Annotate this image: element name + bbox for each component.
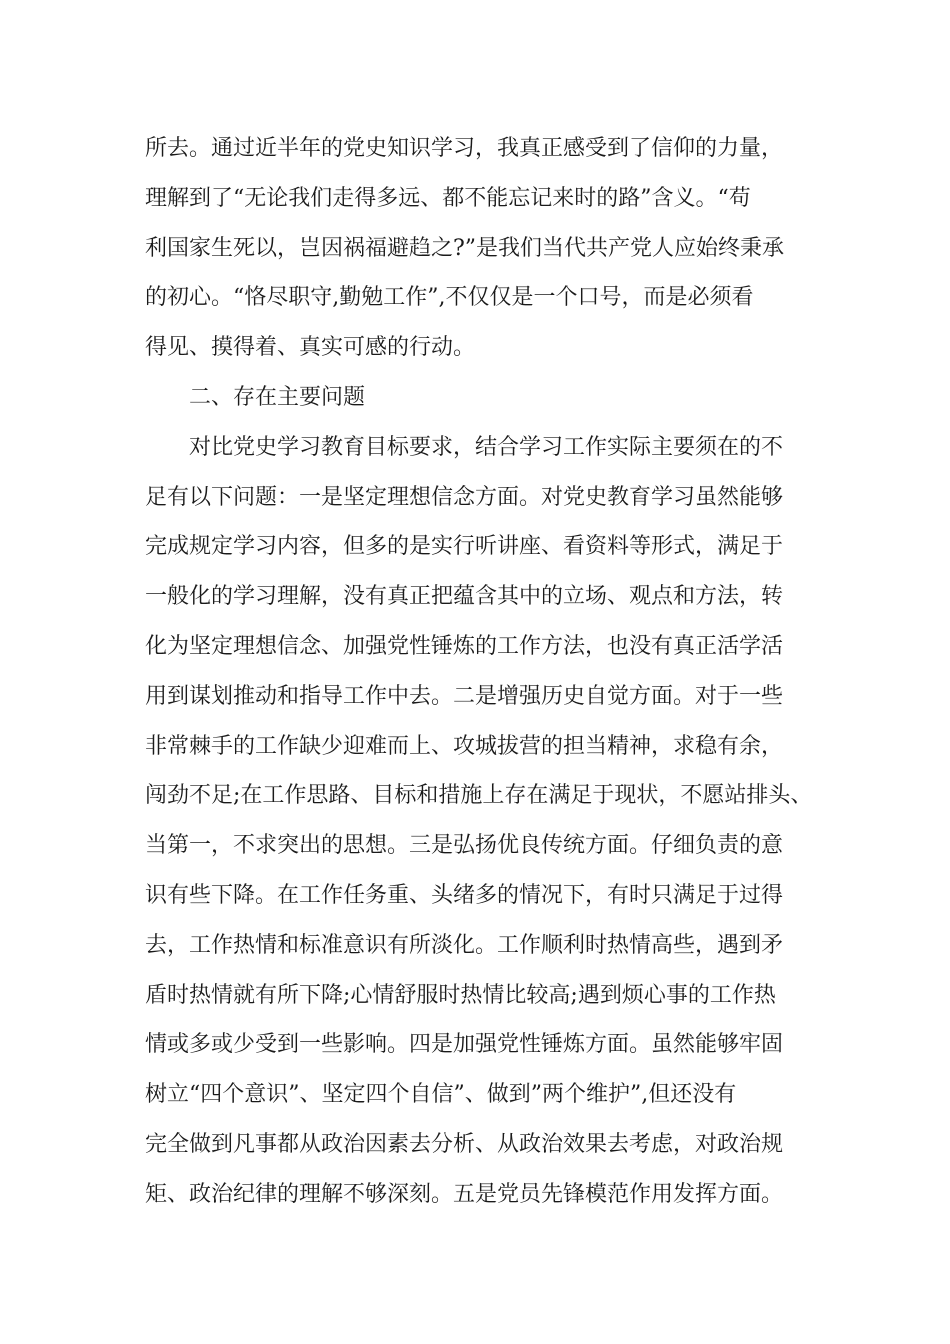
section-heading: 二、存在主要问题 [145,384,366,410]
text-line: 完全做到凡事都从政治因素去分析、从政治效果去考虑，对政治规 [145,1131,784,1157]
text-line: 的初心。“恪尽职守,勤勉工作”,不仅仅是一个口号，而是必须看 [145,285,754,311]
text-line: 化为坚定理想信念、加强党性锤炼的工作方法，也没有真正活学活 [145,633,784,659]
text-line: 所去。通过近半年的党史知识学习，我真正感受到了信仰的力量， [145,136,784,161]
text-line: 识有些下降。在工作任务重、头绪多的情况下，有时只满足于过得 [145,882,784,908]
text-line: 对比党史学习教育目标要求，结合学习工作实际主要须在的不 [145,434,784,460]
text-line: 用到谋划推动和指导工作中去。二是增强历史自觉方面。对于一些 [145,683,784,709]
text-line: 矩、政治纪律的理解不够深刻。五是党员先锋模范作用发挥方面。 [145,1181,784,1207]
text-line: 利国家生死以，岂因祸福避趋之?”是我们当代共产党人应始终秉承 [145,235,785,261]
body-text [145,124,835,1220]
text-line: 树立“四个意识”、坚定四个自信”、做到”两个维护”,但还没有 [145,1082,737,1108]
text-line: 去，工作热情和标准意识有所淡化。工作顺利时热情高些，遇到矛 [145,932,784,958]
text-line: 得见、摸得着、真实可感的行动。 [145,335,476,361]
text-line: 闯劲不足;在工作思路、目标和措施上存在满足于现状，不愿站排头、 [145,783,813,809]
text-line: 非常棘手的工作缺少迎难而上、攻城拔营的担当精神，求稳有余， [145,733,784,759]
text-line: 足有以下问题：一是坚定理想信念方面。对党史教育学习虽然能够 [145,484,784,510]
text-line: 完成规定学习内容，但多的是实行听讲座、看资料等形式，满足于 [145,534,784,560]
text-line: 情或多或少受到一些影响。四是加强党性锤炼方面。虽然能够牢固 [145,1032,784,1058]
text-line: 一般化的学习理解，没有真正把蕴含其中的立场、观点和方法，转 [145,584,784,610]
text-line: 盾时热情就有所下降;心情舒服时热情比较高;遇到烦心事的工作热 [145,982,776,1008]
text-line: 当第一，不求突出的思想。三是弘扬优良传统方面。仔细负责的意 [145,833,784,859]
text-line: 理解到了“无论我们走得多远、都不能忘记来时的路”含义。“苟 [145,185,751,211]
